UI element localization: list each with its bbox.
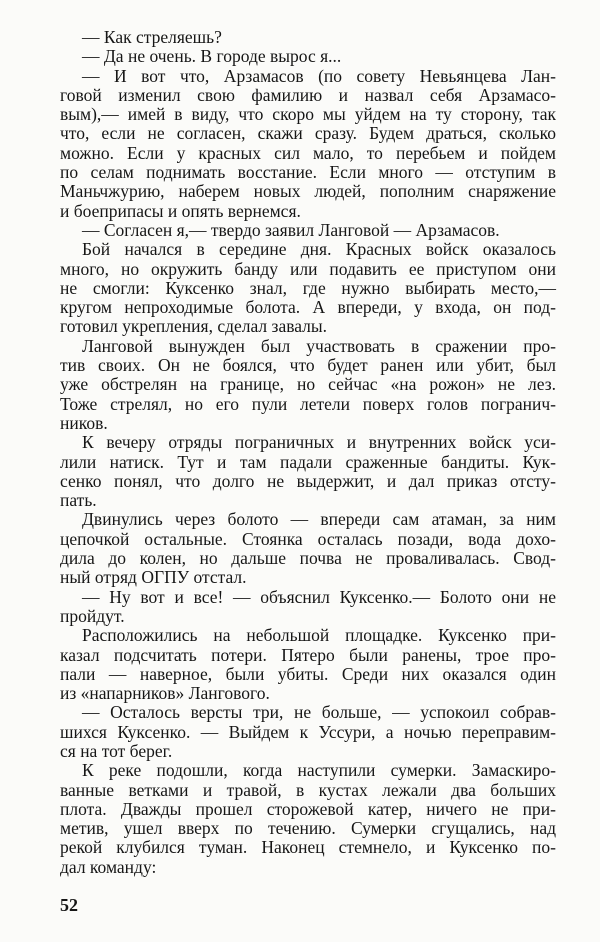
text-line: кругом непроходимые болота. А впереди, у входа, он под-	[60, 297, 556, 318]
text-line: Двинулись через болото — впереди сам атаман, за ним	[82, 509, 556, 530]
text-line: по селам поднимать восстание. Если много — отступим в	[60, 162, 556, 183]
text-line: ванные ветками и травой, в кустах лежали два больших	[60, 779, 556, 800]
text-line: шихся Куксенко. — Выйдем к Уссури, а ночью переправим-	[60, 721, 556, 742]
text-line: пать.	[60, 490, 97, 511]
paragraph	[60, 337, 556, 433]
paragraph	[60, 626, 556, 703]
text-line: метив, ушел вверх по течению. Сумерки сгущались, над	[60, 818, 556, 839]
text-line: из «напарников» Лангового.	[60, 683, 270, 704]
text-line: говой изменил свою фамилию и назвал себя Арзамасо-	[60, 84, 556, 105]
page-number: 52	[60, 895, 78, 915]
text-line: — Как стреляешь?	[82, 27, 222, 47]
text-line: много, но окружить банду или подавить ее приступом они	[60, 258, 556, 279]
paragraph	[60, 47, 556, 66]
text-line: Расположились на небольшой площадке. Куксенко при-	[82, 625, 556, 646]
paragraph	[60, 510, 556, 587]
text-line: — Осталось версты три, не больше, — успокоил собрав-	[82, 702, 556, 723]
paragraph	[60, 761, 556, 877]
text-line: дила до колен, но дальше почва не проваливалась. Свод-	[60, 548, 556, 569]
paragraph	[60, 588, 556, 627]
paragraph	[60, 221, 556, 240]
paragraph	[60, 28, 556, 47]
text-line: казал подсчитать потери. Пятеро были ранены, трое про-	[60, 644, 556, 665]
text-line: не смогли: Куксенко знал, где нужно выбирать место,—	[60, 277, 556, 298]
paragraph	[60, 703, 556, 761]
text-line: Ланговой вынужден был участвовать в сражении про-	[82, 335, 556, 356]
text-line: готовил укрепления, сделал завалы.	[60, 316, 328, 337]
text-line: К реке подошли, когда наступили сумерки. Замаскиро-	[82, 760, 556, 781]
text-line: К вечеру отряды пограничных и внутренних войск уси-	[82, 432, 556, 453]
text-line: Тоже стрелял, но его пули летели поверх голов погранич-	[60, 393, 556, 414]
text-line: тив своих. Он не боялся, что будет ранен или убит, был	[60, 355, 556, 376]
paragraph	[60, 67, 556, 221]
text-line: дал команду:	[60, 856, 157, 877]
paragraph	[60, 240, 556, 336]
text-line: вым),— имей в виду, что скоро мы уйдем на ту сторону, так	[60, 104, 556, 125]
text-line: цепочкой остальные. Стоянка осталась позади, вода дохо-	[60, 528, 556, 549]
text-line: пройдут.	[60, 605, 125, 626]
book-page-text	[60, 28, 556, 877]
text-line: уже обстрелян на границе, но сейчас «на рожон» не лез.	[60, 374, 556, 395]
text-line: ся на тот берег.	[60, 740, 173, 761]
text-line: ный отряд ОГПУ отстал.	[60, 567, 247, 588]
paragraph	[60, 433, 556, 510]
text-line: — И вот что, Арзамасов (по совету Невьянцева Лан-	[82, 65, 556, 86]
text-line: сенко понял, что долго не выдержит, и дал приказ отсту-	[60, 470, 556, 491]
text-line: — Ну вот и все! — объяснил Куксенко.— Болото они не	[82, 586, 556, 607]
text-line: — Согласен я,— твердо заявил Ланговой — Арзамасов.	[82, 219, 500, 240]
text-line: Маньчжурию, наберем новых людей, пополним снаряжение	[60, 181, 556, 202]
text-line: плота. Дважды прошел сторожевой катер, ничего не при-	[60, 798, 556, 819]
text-line: что, если не согласен, скажи сразу. Будем драться, сколько	[60, 123, 556, 144]
text-line: пали — наверное, были убиты. Среди них оказался один	[60, 663, 556, 684]
text-line: Бой начался в середине дня. Красных войск оказалось	[82, 239, 556, 260]
text-line: можно. Если у красных сил мало, то перебьем и пойдем	[60, 142, 556, 163]
text-line: ников.	[60, 412, 108, 433]
text-line: и боеприпасы и опять вернемся.	[60, 200, 301, 221]
text-line: лили натиск. Тут и там падали сраженные бандиты. Кук-	[60, 451, 556, 472]
text-line: рекой клубился туман. Наконец стемнело, и Куксенко по-	[60, 837, 556, 858]
text-line: — Да не очень. В городе вырос я...	[82, 46, 342, 67]
